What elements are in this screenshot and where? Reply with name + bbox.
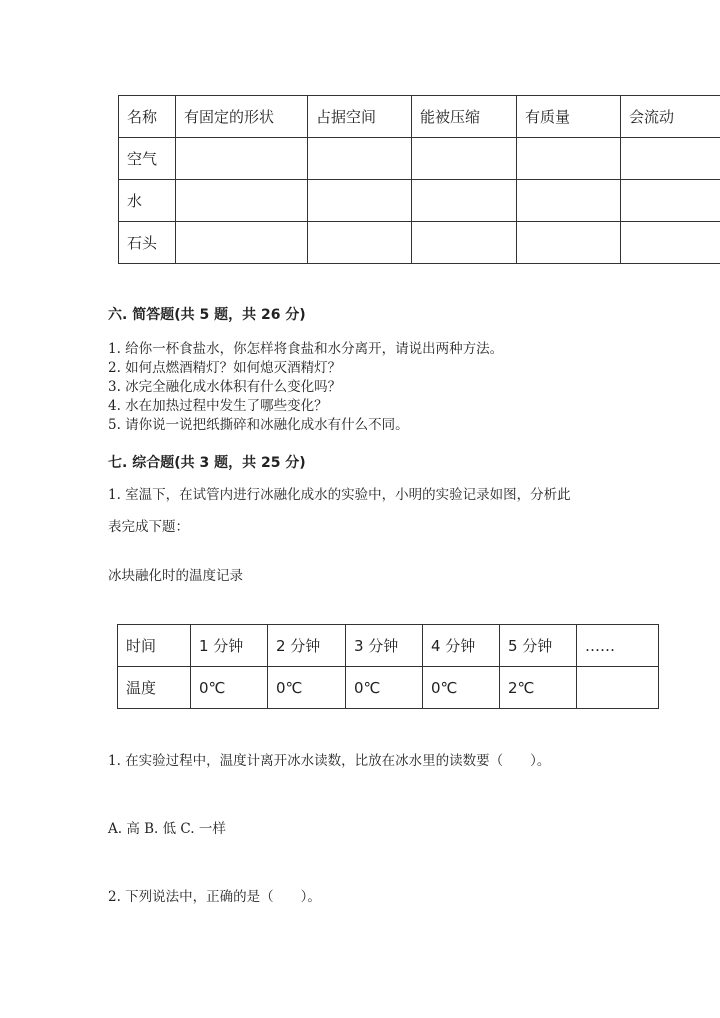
header-cell: 名称 xyxy=(119,96,176,138)
sub-question-2: 2. 下列说法中，正确的是（ ）。 xyxy=(108,889,321,905)
table-cell xyxy=(176,180,308,222)
table-cell xyxy=(308,222,412,264)
header-cell: 有质量 xyxy=(517,96,621,138)
question-intro-line1: 1. 室温下，在试管内进行冰融化成水的实验中，小明的实验记录如图，分析此 xyxy=(108,487,571,503)
header-cell: 5 分钟 xyxy=(500,625,577,667)
header-cell: 能被压缩 xyxy=(412,96,517,138)
header-cell: …… xyxy=(577,625,659,667)
section-7-title: 七. 综合题(共 3 题，共 25 分) xyxy=(108,455,306,471)
table-cell xyxy=(412,222,517,264)
table-cell: 0℃ xyxy=(423,667,500,709)
row-label: 温度 xyxy=(118,667,191,709)
row-label: 空气 xyxy=(119,138,176,180)
table-cell xyxy=(577,667,659,709)
row-label: 石头 xyxy=(119,222,176,264)
question-item: 3. 冰完全融化成水体积有什么变化吗？ xyxy=(108,379,342,395)
table-cell: 0℃ xyxy=(191,667,268,709)
table-cell xyxy=(621,138,720,180)
header-cell: 时间 xyxy=(118,625,191,667)
properties-table xyxy=(118,95,720,264)
table-cell xyxy=(517,138,621,180)
table-cell xyxy=(412,180,517,222)
table-row xyxy=(119,180,720,222)
header-cell: 会流动 xyxy=(621,96,720,138)
header-cell: 1 分钟 xyxy=(191,625,268,667)
header-cell: 3 分钟 xyxy=(346,625,423,667)
header-cell: 占据空间 xyxy=(308,96,412,138)
table-cell: 0℃ xyxy=(268,667,346,709)
header-cell: 有固定的形状 xyxy=(176,96,308,138)
table-cell xyxy=(517,222,621,264)
table-cell xyxy=(176,138,308,180)
section-6-title: 六. 简答题(共 5 题，共 26 分) xyxy=(108,307,306,323)
table-cell xyxy=(308,138,412,180)
table-cell: 2℃ xyxy=(500,667,577,709)
section-6-questions xyxy=(108,340,503,435)
table-cell xyxy=(308,180,412,222)
temperature-table xyxy=(117,624,659,709)
table-header-row xyxy=(119,96,720,138)
row-label: 水 xyxy=(119,180,176,222)
question-item: 1. 给你一杯食盐水，你怎样将食盐和水分离开，请说出两种方法。 xyxy=(108,341,504,357)
sub-question-1-options: A. 高 B. 低 C. 一样 xyxy=(108,821,226,837)
header-cell: 4 分钟 xyxy=(423,625,500,667)
table-cell xyxy=(176,222,308,264)
table-caption: 冰块融化时的温度记录 xyxy=(108,568,243,584)
question-item: 4. 水在加热过程中发生了哪些变化？ xyxy=(108,398,328,414)
table-cell xyxy=(517,180,621,222)
question-item: 5. 请你说一说把纸撕碎和冰融化成水有什么不同。 xyxy=(108,417,409,433)
table-header-row xyxy=(118,625,659,667)
table-row xyxy=(119,138,720,180)
table-cell xyxy=(412,138,517,180)
table-cell: 0℃ xyxy=(346,667,423,709)
table-row xyxy=(118,667,659,709)
sub-question-1: 1. 在实验过程中，温度计离开冰水读数，比放在冰水里的读数要（ ）。 xyxy=(108,753,551,769)
table-row xyxy=(119,222,720,264)
question-intro-line2: 表完成下题： xyxy=(108,519,189,535)
table-cell xyxy=(621,222,720,264)
header-cell: 2 分钟 xyxy=(268,625,346,667)
table-cell xyxy=(621,180,720,222)
question-item: 2. 如何点燃酒精灯？如何熄灭酒精灯？ xyxy=(108,360,342,376)
